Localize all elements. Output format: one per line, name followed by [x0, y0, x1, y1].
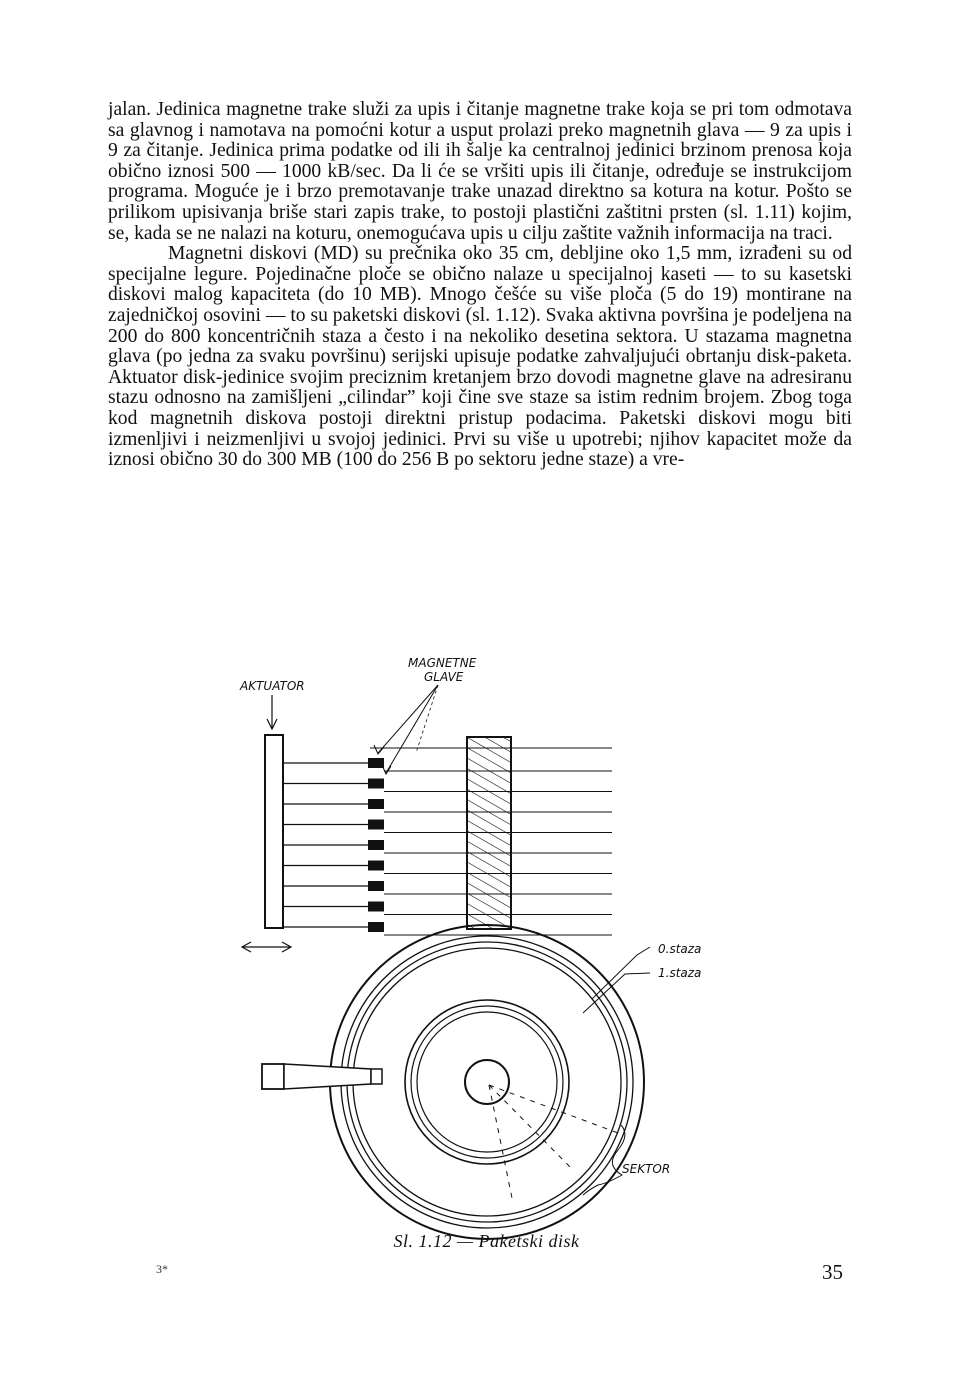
label-track-1: 1.staza	[658, 966, 702, 980]
track-pointers	[583, 947, 650, 1013]
disk-pack-diagram	[0, 655, 973, 1255]
body-text	[108, 100, 852, 471]
movement-arrow	[242, 942, 291, 952]
figure-caption: Sl. 1.12 — Paketski disk	[393, 1231, 580, 1251]
magnetic-head	[368, 922, 384, 932]
paragraph-2: Magnetni diskovi (MD) su prečnika oko 35 cm, debljine oko 1,5 mm, izrađeni su od specijalne legure. Pojedinačne ploče se obično nalaze u specijalnoj kaseti — to su kasetski diskovi malog kapaciteta (do 10 MB). Mnogo češće su više ploča (5 do 19) montirane na zajedničkoj osovini — to su paketski diskovi (sl. 1.12). Svaka aktivna površina je podeljena na 200 do 800 koncentričnih staza a često i na nekoliko desetina sektora. U stazama magnetna glava (po jedna za svaku površinu) serijski upisuje podatke zahvaljujući obrtanju disk-paketa. Aktuator disk-jedinice svojim preciznim kretanjem brzo dovodi magnetne glave na adresiranu stazu odnosno na zamišljeni „cilindar” koji čine sve staze sa istim rednim brojem. Zbog toga kod magnetnih diskova postoji direktni pristup podacima. Paketski diskovi mogu biti izmenljivi i neizmenljivi u svojoj jedinici. Prvi su više u upotrebi; njihov kapacitet može da iznosi obično 30 do 300 MB (100 do 256 B po sektoru jedne staze) a vre-	[108, 243, 852, 471]
magnetic-head	[368, 902, 384, 912]
page-number: 35	[822, 1260, 843, 1284]
label-sector: SEKTOR	[622, 1162, 671, 1176]
spindle	[467, 737, 511, 929]
magnetic-head	[368, 861, 384, 871]
corner-mark: 3*	[156, 1262, 168, 1276]
label-heads-1: MAGNETNE	[408, 656, 477, 670]
paragraph-1: jalan. Jedinica magnetne trake služi za upis i čitanje magnetne trake koja se pri tom odmotava sa glavnog i namotava na pomoćni kotur a usput prolazi preko magnetnih glava — 9 za upis i 9 za čitanje. Jedinica prima podatke od ili ih šalje ka centralnoj jedinici brzinom prenosa koja obično iznosi 500 — 1000 kB/sec. Da li će se vršiti upis ili čitanje, određuje se instrukcijom programa. Moguće je i brzo premotavanje trake unazad direktno sa kotura na kotur. Pošto se prilikom upisivanja briše stari zapis trake, to postoji plastični zaštitni prsten (sl. 1.11) kojim, se, kada se ne nalazi na koturu, onemogućava upis u cilju zaštite važnih informacija na traci.	[108, 99, 852, 244]
label-actuator: AKTUATOR	[240, 679, 305, 693]
actuator-block	[265, 735, 283, 928]
magnetic-head	[368, 758, 384, 768]
magnetic-head	[368, 840, 384, 850]
magnetic-head	[368, 799, 384, 809]
magnetic-head	[368, 779, 384, 789]
label-heads-2: GLAVE	[424, 670, 464, 684]
label-track-0: 0.staza	[658, 942, 702, 956]
magnetic-head	[368, 820, 384, 830]
arm-assembly	[283, 748, 612, 935]
figure-disk-pack	[0, 655, 973, 1255]
read-arm	[262, 1064, 382, 1089]
magnetic-head	[368, 881, 384, 891]
actuator-arrow	[267, 695, 277, 729]
